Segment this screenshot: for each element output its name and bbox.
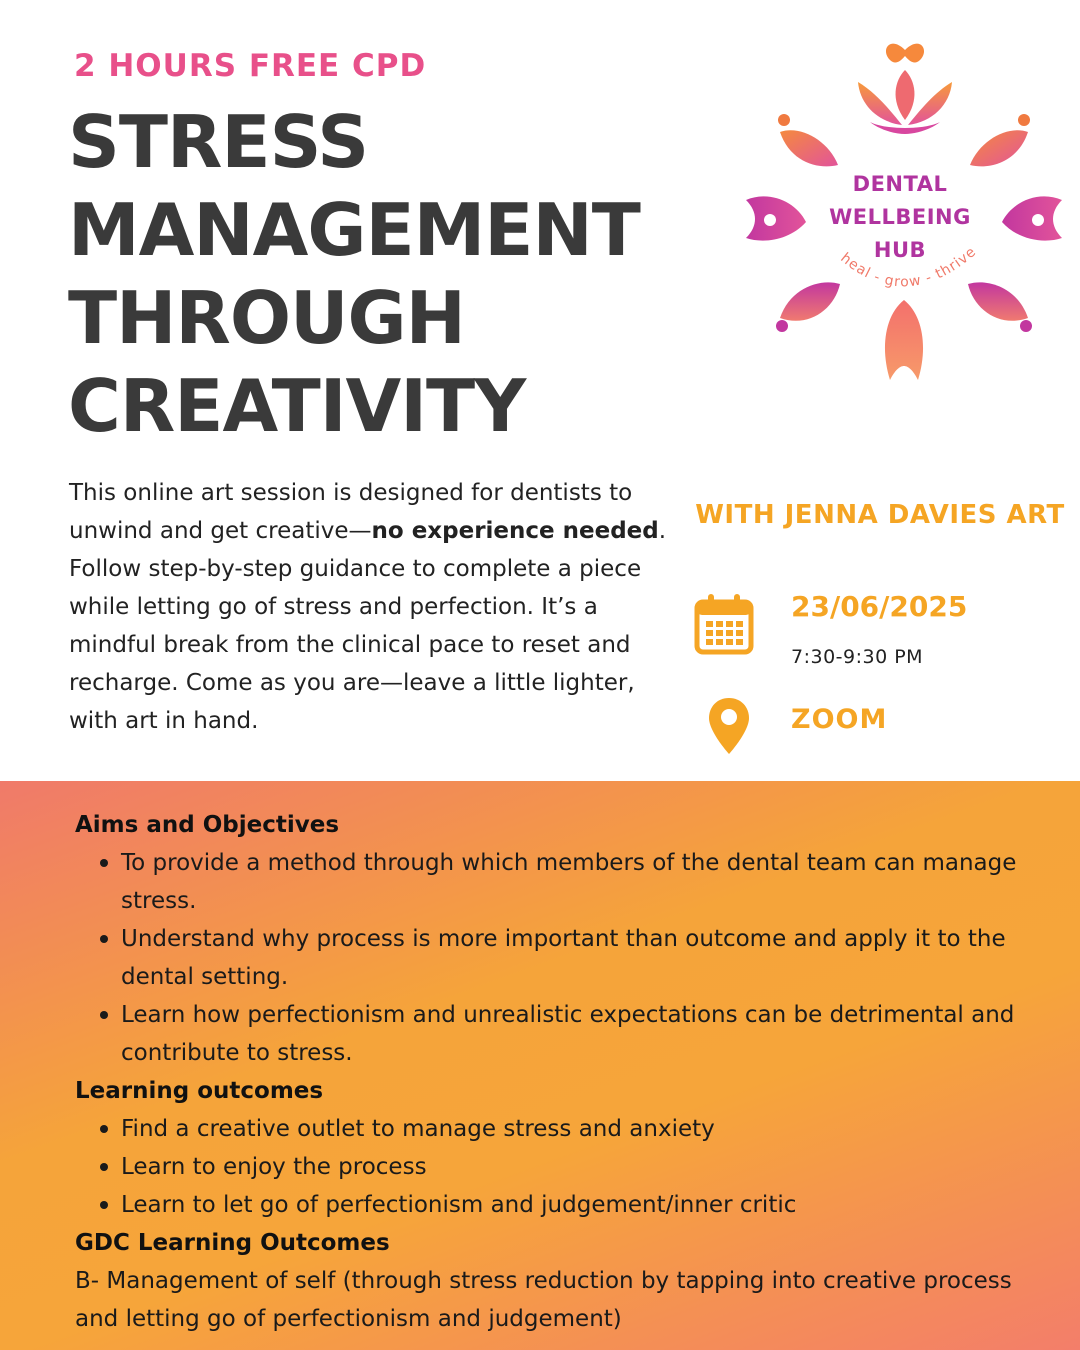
dental-wellbeing-hub-logo (740, 30, 1070, 390)
title-line: STRESS (68, 100, 369, 184)
page-title (68, 98, 748, 450)
list-item: Find a creative outlet to manage stress and anxiety (121, 1110, 1055, 1148)
petal-lower-left-icon (776, 282, 840, 332)
description-emphasis: no experience needed (371, 518, 659, 544)
list-item: Learn to let go of perfectionism and judgement/inner critic (121, 1186, 1055, 1224)
title-line: CREATIVITY (68, 364, 526, 448)
petal-lower-right-icon (968, 282, 1032, 332)
description-text: This online art session is designed for dentists to unwind and get creative— (69, 480, 633, 544)
aims-heading: Aims and Objectives (75, 812, 340, 838)
learning-outcomes-list (75, 1110, 1055, 1224)
title-line: THROUGH (68, 276, 465, 360)
logo-name-line: DENTAL (852, 172, 948, 196)
aims-list (75, 844, 1055, 1072)
petal-upper-right-icon (970, 114, 1030, 166)
list-item: Learn to enjoy the process (121, 1148, 1055, 1186)
learning-outcomes-heading: Learning outcomes (75, 1078, 324, 1104)
list-item: To provide a method through which members of the dental team can manage stress. (121, 844, 1055, 920)
event-venue: ZOOM (791, 704, 888, 735)
petal-upper-left-icon (778, 114, 838, 166)
event-date: 23/06/2025 (791, 590, 968, 623)
gdc-text: B- Management of self (through stress reduction by tapping into creative process and letting go of perfectionism and judgement) (75, 1268, 1012, 1332)
calendar-icon (694, 592, 754, 656)
top-lotus-icon (858, 44, 952, 134)
cpd-eyebrow: 2 HOURS FREE CPD (74, 48, 427, 84)
title-line: MANAGEMENT (68, 188, 640, 272)
gdc-heading: GDC Learning Outcomes (75, 1230, 390, 1256)
course-details (75, 806, 1055, 1338)
logo-name-line: HUB (873, 238, 927, 262)
list-item: Learn how perfectionism and unrealistic expectations can be detrimental and contribute to stress. (121, 996, 1055, 1072)
list-item: Understand why process is more important than outcome and apply it to the dental setting. (121, 920, 1055, 996)
event-time: 7:30-9:30 PM (791, 646, 924, 668)
logo-tagline: heal - grow - thrive (837, 243, 980, 291)
map-pin-icon (706, 696, 752, 756)
host-name: WITH JENNA DAVIES ART (695, 500, 1065, 530)
logo-name-line: WELLBEING (829, 205, 971, 229)
description-text: . Follow step-by-step guidance to complete a piece while letting go of stress and perfection. It’s a mindful break from the clinical pace to reset and recharge. Come as you are—leave a little lighter, with art in hand. (69, 518, 667, 734)
session-description (69, 474, 669, 740)
logo-name (740, 168, 1060, 267)
petal-bottom-icon (885, 300, 923, 380)
